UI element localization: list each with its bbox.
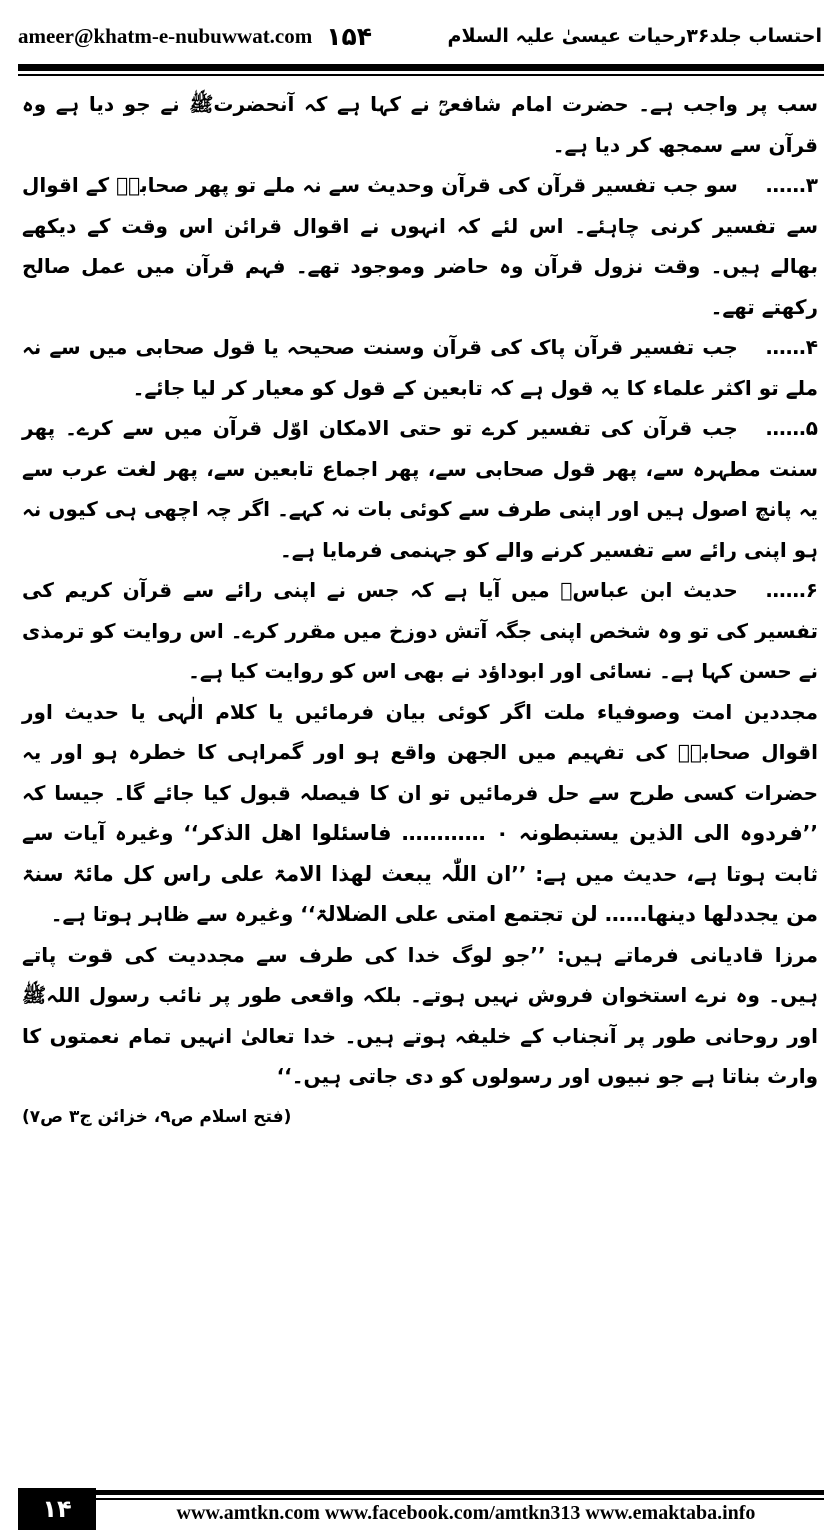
paragraph-7-text-b: ‘‘ وغیرہ آیات سے ثابت ہوتا ہے، حدیث میں ہے: ’’: [22, 821, 818, 886]
footer-rule-thick: [96, 1490, 824, 1495]
header-page-number: ۱۵۴: [326, 21, 373, 51]
paragraph-6: [22, 570, 818, 692]
item-number-5: ۵……: [765, 416, 818, 440]
paragraph-3-text: سو جب تفسیر قرآن کی قرآن وحدیث سے نہ ملے تو پھر صحابہؓ کے اقوال سے تفسیر کرنی چاہئے۔ اس لئے کہ انہوں نے اقوال قرائن اس وقت کے دیکھے بھالے ہیں۔ وقت نزول قرآن وہ حاضر وموجود تھے۔ فہم قرآن میں عمل صالح رکھتے تھے۔: [22, 173, 818, 319]
paragraph-5: [22, 408, 818, 570]
page-header: [18, 14, 822, 58]
paragraph-3: [22, 165, 818, 327]
paragraph-4: [22, 327, 818, 408]
header-left: [18, 22, 372, 51]
citation-line: [22, 1097, 818, 1138]
paragraph-8: مرزا قادیانی فرماتے ہیں: ’’جو لوگ خدا کی طرف سے مجددیت کی قوت پاتے ہیں۔ وہ نرے استخوان فروش نہیں ہوتے۔ بلکہ واقعی طور پر نائب رسول اللہﷺ اور روحانی طور پر آنجناب کے خلیفہ ہوتے ہیں۔ خدا تعالیٰ انہیں تمام نعمتوں کا وارث بناتا ہے جو نبیوں اور رسولوں کو دی جاتی ہیں۔‘‘: [22, 942, 818, 1088]
item-number-3: ۳……: [765, 173, 818, 197]
page-body: [22, 84, 818, 1137]
page-footer: [18, 1488, 824, 1532]
quran-quote: فردوہ الی الذین یستبطونہ ۰ ………… فاسئلوا اهل الذکر: [198, 821, 803, 845]
item-number-6: ۶……: [765, 578, 818, 602]
footer-rule-thin: [96, 1498, 824, 1500]
hadith-quote: ان اللّٰہ یبعث لھذا الامۃ علی راس کل مائۃ سنۃ من یجددلھا دینھا…… لن تجتمع امتی علی الضلالۃ: [22, 861, 818, 926]
paragraph-4-text: جب تفسیر قرآن پاک کی قرآن وسنت صحیحہ یا قول صحابی میں سے نہ ملے تو اکثر علماء کا یہ قول ہے کہ تابعین کے قول کو معیار کر لیا جائے۔: [22, 335, 818, 400]
footer-links: www.amtkn.com www.facebook.com/amtkn313 www.emaktaba.info: [176, 1502, 756, 1524]
header-title: احتساب جلد۳۶رحیات عیسیٰ علیہ السلام: [447, 25, 822, 47]
item-number-4: ۴……: [765, 335, 818, 359]
citation: (فتح اسلام ص۹، خزائن ج۳ ص۷): [22, 1106, 292, 1127]
header-rule-thin: [18, 74, 824, 76]
paragraph-7: [22, 692, 818, 935]
paragraph-7-text-a: مجددین امت وصوفیاء ملت اگر کوئی بیان فرمائیں یا کلام الٰہی یا حدیث اور اقوال صحابہؓ کی تفہیم میں الجھن واقع ہو اور گمراہی کا خطرہ ہو اور یہ حضرات کسی طرح سے حل فرمائیں تو ان کا فیصلہ قبول کیا جائے گا۔ جیسا کہ ’’: [22, 699, 818, 845]
footer-page-number: ۱۴: [18, 1488, 96, 1530]
paragraph-7-text-c: ‘‘ وغیرہ سے ظاہر ہوتا ہے۔: [50, 902, 316, 926]
paragraph-5-text: جب قرآن کی تفسیر کرے تو حتی الامکان اوّل قرآن میں سے کرے۔ پھر سنت مطہرہ سے، پھر قول صحابی سے، پھر اجماع تابعین سے، پھر لغت عرب سے یہ پانچ اصول ہیں اور اپنی طرف سے کوئی بات نہ کہے۔ اگر چہ اچھی ہی کیوں نہ ہو اپنی رائے سے تفسیر کرنے والے کو جہنمی فرمایا ہے۔: [22, 416, 818, 562]
paragraph-6-text: حدیث ابن عباسؓ میں آیا ہے کہ جس نے اپنی رائے سے قرآن کریم کی تفسیر کی تو وہ شخص اپنی جگہ آتش دوزخ میں مقرر کرے۔ اس روایت کو ترمذی نے حسن کہا ہے۔ نسائی اور ابوداؤد نے بھی اس کو روایت کیا ہے۔: [22, 578, 818, 683]
paragraph-1: سب پر واجب ہے۔ حضرت امام شافعیؒ نے کہا ہے کہ آنحضرتﷺ نے جو دیا ہے وہ قرآن سے سمجھ کر دیا ہے۔: [22, 92, 818, 157]
header-email: ameer@khatm-e-nubuwwat.com: [18, 23, 313, 48]
header-rule-thick: [18, 64, 824, 71]
